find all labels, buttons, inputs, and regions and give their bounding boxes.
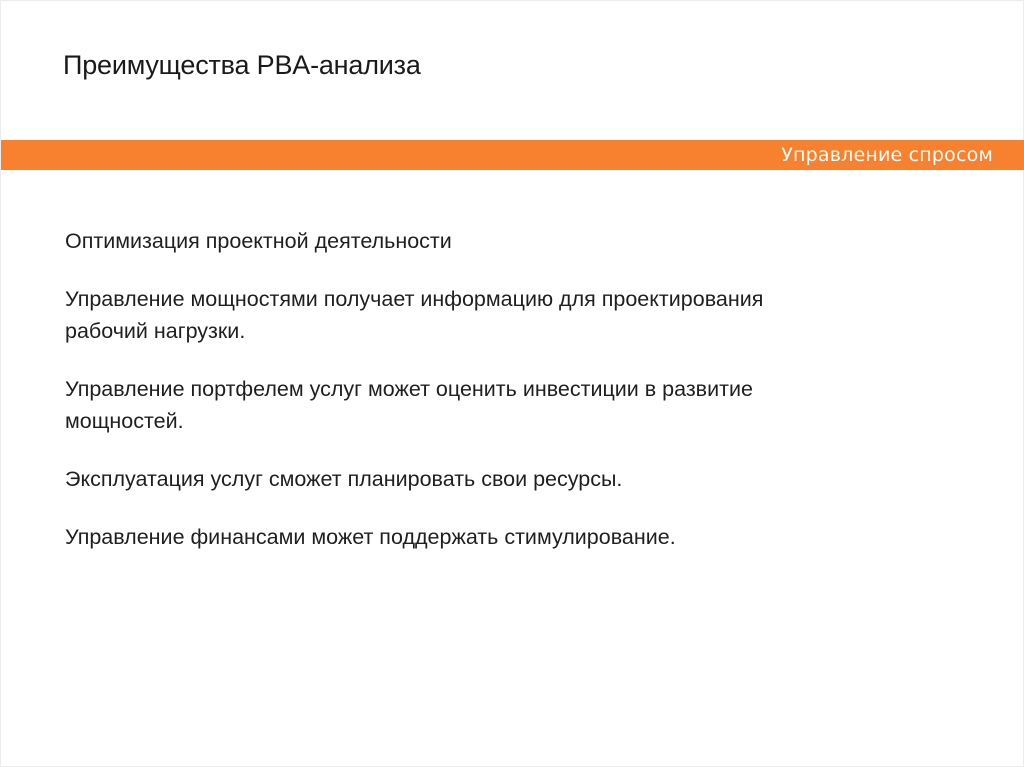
body-paragraph: Управление мощностями получает информацию для проектирования рабочий нагрузки. <box>65 287 764 343</box>
slide-title: Преимущества PBA-анализа <box>63 50 421 80</box>
body-paragraph: Управление финансами может поддержать стимулирование. <box>65 525 676 549</box>
section-banner <box>1 140 1024 170</box>
section-label: Управление спросом <box>781 144 993 166</box>
body-paragraph: Управление портфелем услуг может оценить инвестиции в развитие мощностей. <box>65 377 753 433</box>
slide-body <box>65 225 945 553</box>
body-paragraph: Эксплуатация услуг сможет планировать свои ресурсы. <box>65 467 623 491</box>
body-paragraph: Оптимизация проектной деятельности <box>65 229 452 253</box>
